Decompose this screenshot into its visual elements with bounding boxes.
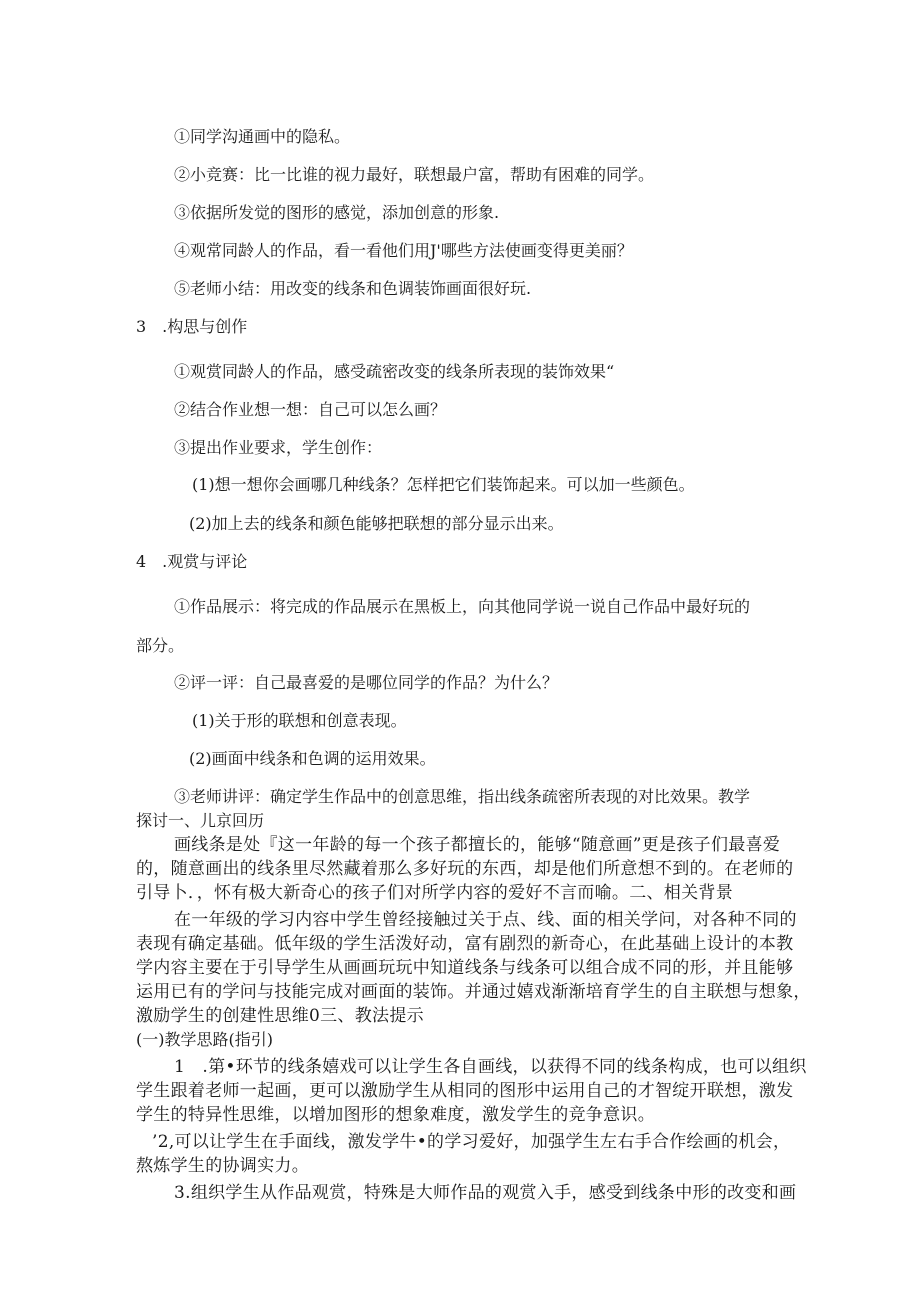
text-line: ①同学沟通画中的隐私。 bbox=[174, 127, 351, 146]
text-line: 的，随意画出的线条里尽然藏着那么多好玩的东西，却是他们所意想不到的。在老师的 bbox=[136, 859, 794, 879]
text-line: 探讨一、儿京回历 bbox=[136, 811, 265, 830]
text-line: ①观赏同龄人的作品，感受疏密改变的线条所表现的装饰效果“ bbox=[174, 362, 615, 381]
text-line: ③提出作业要求，学生创作： bbox=[174, 438, 383, 457]
text-line: 学生的特异性思维，以增加图形的想象难度，激发学生的竞争意识。 bbox=[136, 1105, 655, 1125]
text-line: ④观常同龄人的作品，看一看他们用J'哪些方法使画变得更美丽？ bbox=[174, 241, 633, 260]
text-line: 运用已有的学问与技能完成对画面的装饰。并通过嬉戏渐渐培育学生的自主联想与想象， bbox=[136, 982, 811, 1002]
text-line: 学生跟着老师一起画，更可以激励学生从相同的图形中运用自己的才智绽开联想，激发 bbox=[136, 1081, 794, 1101]
text-line: 在一年级的学习内容中学生曾经接触过关于点、线、面的相关学问，对各种不同的 bbox=[174, 910, 797, 930]
text-line: ①作品展示：将完成的作品展示在黑板上，向其他同学说一说自己作品中最好玩的 bbox=[174, 597, 751, 616]
text-line: 部分。 bbox=[136, 636, 185, 655]
text-line: ②小竞赛：比一比谁的视力最好，联想最户富，帮助有困难的同学。 bbox=[174, 165, 655, 184]
text-line: 引导卜．，怀有极大新奇心的孩子们对所学内容的爱好不言而喻。二、相关背景 bbox=[136, 883, 733, 903]
text-line: 学内容主要在于引导学生从画画玩玩中知道线条与线条可以组合成不同的形，并且能够 bbox=[136, 958, 794, 978]
text-line: 3.组织学生从作品观赏，特殊是大师作品的观赏入手，感受到线条中形的改变和画 bbox=[174, 1183, 797, 1203]
text-line: ③依据所发觉的图形的感觉，添加创意的形象. bbox=[174, 203, 500, 222]
text-line: ③老师讲评：确定学生作品中的创意思维，指出线条疏密所表现的对比效果。教学 bbox=[174, 787, 751, 806]
text-line: 表现有确定基础。低年级的学生活泼好动，富有剧烈的新奇心，在此基础上设计的本教 bbox=[136, 934, 794, 954]
text-line: ’2,可以让学生在手面线，激发学牛•的学习爱好，加强学生左右手合作绘画的机会， bbox=[152, 1132, 791, 1152]
text-line: (2)加上去的线条和颜色能够把联想的部分显示出来。 bbox=[189, 514, 564, 533]
text-line: 熬炼学生的协调实力。 bbox=[136, 1156, 309, 1176]
section-heading: 3 .构思与创作 bbox=[136, 317, 248, 336]
text-line: 画线条是处『这一年龄的每一个孩子都擅长的，能够“随意画”更是孩子们最喜爱 bbox=[174, 835, 781, 855]
text-line: 1 .第•环节的线条嬉戏可以让学生各自画线，以获得不同的线条构成，也可以组织 bbox=[174, 1057, 807, 1077]
section-heading: (一)教学思路(指引) bbox=[136, 1030, 273, 1049]
text-line: (2)画面中线条和色调的运用效果。 bbox=[189, 749, 436, 768]
text-line: ⑤老师小结：用改变的线条和色调装饰画面很好玩. bbox=[174, 279, 532, 298]
text-line: ②评一评：自己最喜爱的是哪位同学的作品？为什么？ bbox=[174, 673, 559, 692]
section-heading: 4 .观赏与评论 bbox=[136, 552, 248, 571]
text-line: 激励学生的创建性思维0三、教法提示 bbox=[136, 1006, 424, 1026]
text-line: (1)想一想你会画哪几种线条？怎样把它们装饰起来。可以加一些颜色。 bbox=[192, 475, 695, 494]
text-line: ②结合作业想一想：自己可以怎么画？ bbox=[174, 400, 447, 419]
text-line: (1)关于形的联想和创意表现。 bbox=[192, 711, 407, 730]
